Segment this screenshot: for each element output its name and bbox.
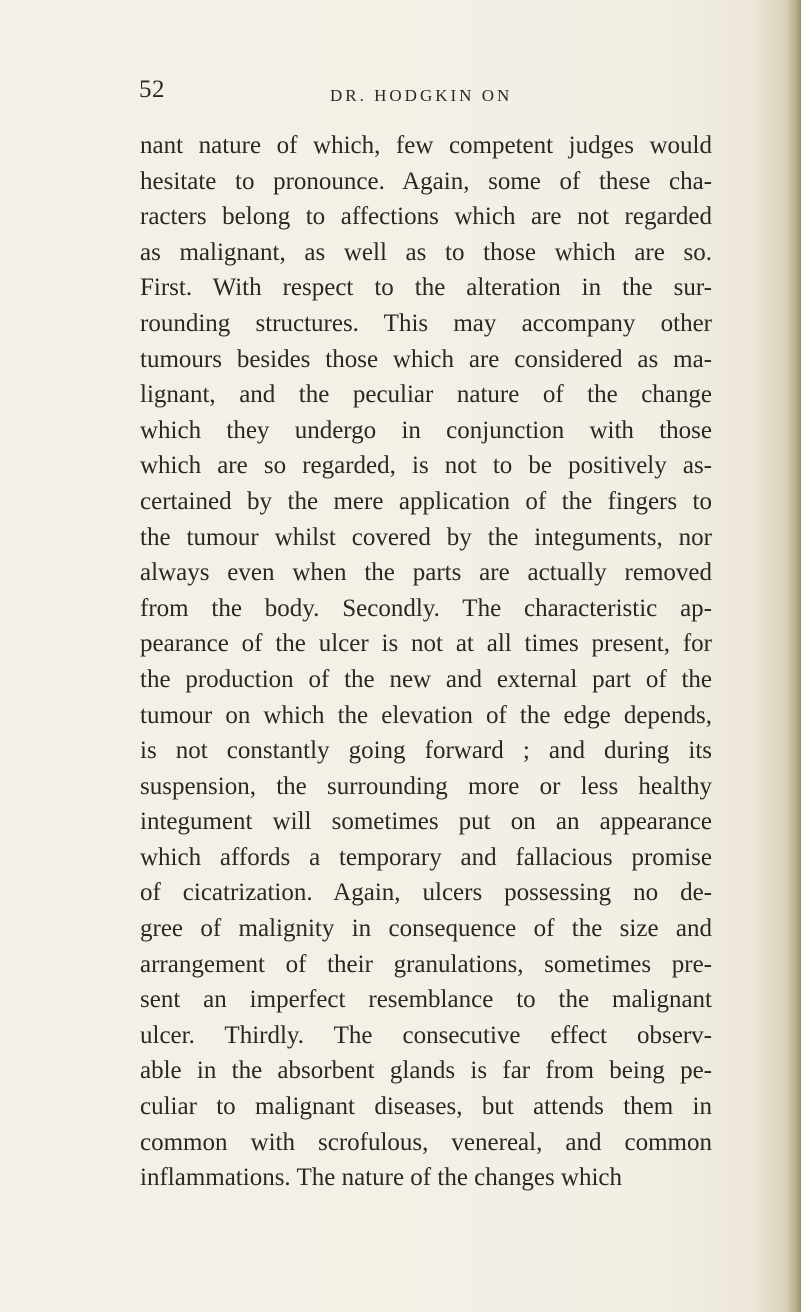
page-binding-edge — [787, 0, 801, 1312]
body-text — [140, 128, 712, 1196]
text-line: rounding structures. This may accompany other — [140, 309, 712, 337]
text-line: hesitate to pronounce. Again, some of these cha- — [140, 167, 712, 195]
text-line: from the body. Secondly. The characteristic ap- — [140, 594, 712, 622]
text-line: integument will sometimes put on an appearance — [140, 808, 712, 836]
text-line: of cicatrization. Again, ulcers possessing no de- — [140, 879, 712, 907]
text-line: which are so regarded, is not to be positively as- — [140, 452, 712, 480]
text-line: pearance of the ulcer is not at all times present, for — [140, 630, 712, 658]
text-line: sent an imperfect resemblance to the malignant — [140, 986, 712, 1014]
text-line: gree of malignity in consequence of the size and — [140, 915, 712, 943]
text-line: ulcer. Thirdly. The consecutive effect observ- — [140, 1021, 712, 1049]
text-line: inflammations. The nature of the changes which — [140, 1164, 623, 1192]
running-head: DR. HODGKIN ON — [330, 86, 513, 105]
text-line: culiar to malignant diseases, but attends them in — [140, 1093, 712, 1121]
text-line: always even when the parts are actually removed — [140, 559, 712, 587]
text-line: suspension, the surrounding more or less healthy — [140, 772, 712, 800]
text-line: which affords a temporary and fallacious promise — [140, 843, 712, 871]
text-line: certained by the mere application of the fingers to — [140, 487, 712, 515]
text-line: lignant, and the peculiar nature of the change — [140, 381, 712, 409]
text-line: as malignant, as well as to those which are so. — [140, 238, 712, 266]
text-line: which they undergo in conjunction with those — [140, 416, 712, 444]
text-line: tumour on which the elevation of the edge depends, — [140, 701, 712, 729]
page-number: 52 — [139, 76, 165, 103]
text-line: the tumour whilst covered by the integuments, nor — [140, 523, 712, 551]
text-line: able in the absorbent glands is far from being pe- — [140, 1057, 712, 1085]
text-line: common with scrofulous, venereal, and common — [140, 1128, 712, 1156]
text-line: is not constantly going forward ; and during its — [140, 737, 712, 765]
text-line: arrangement of their granulations, sometimes pre- — [140, 950, 712, 978]
text-line: First. With respect to the alteration in the sur- — [140, 274, 712, 302]
text-line: nant nature of which, few competent judges would — [140, 132, 712, 159]
text-line: the production of the new and external part of the — [140, 665, 712, 693]
text-line: racters belong to affections which are not regarded — [140, 203, 712, 231]
text-line: tumours besides those which are considered as ma- — [140, 345, 712, 373]
